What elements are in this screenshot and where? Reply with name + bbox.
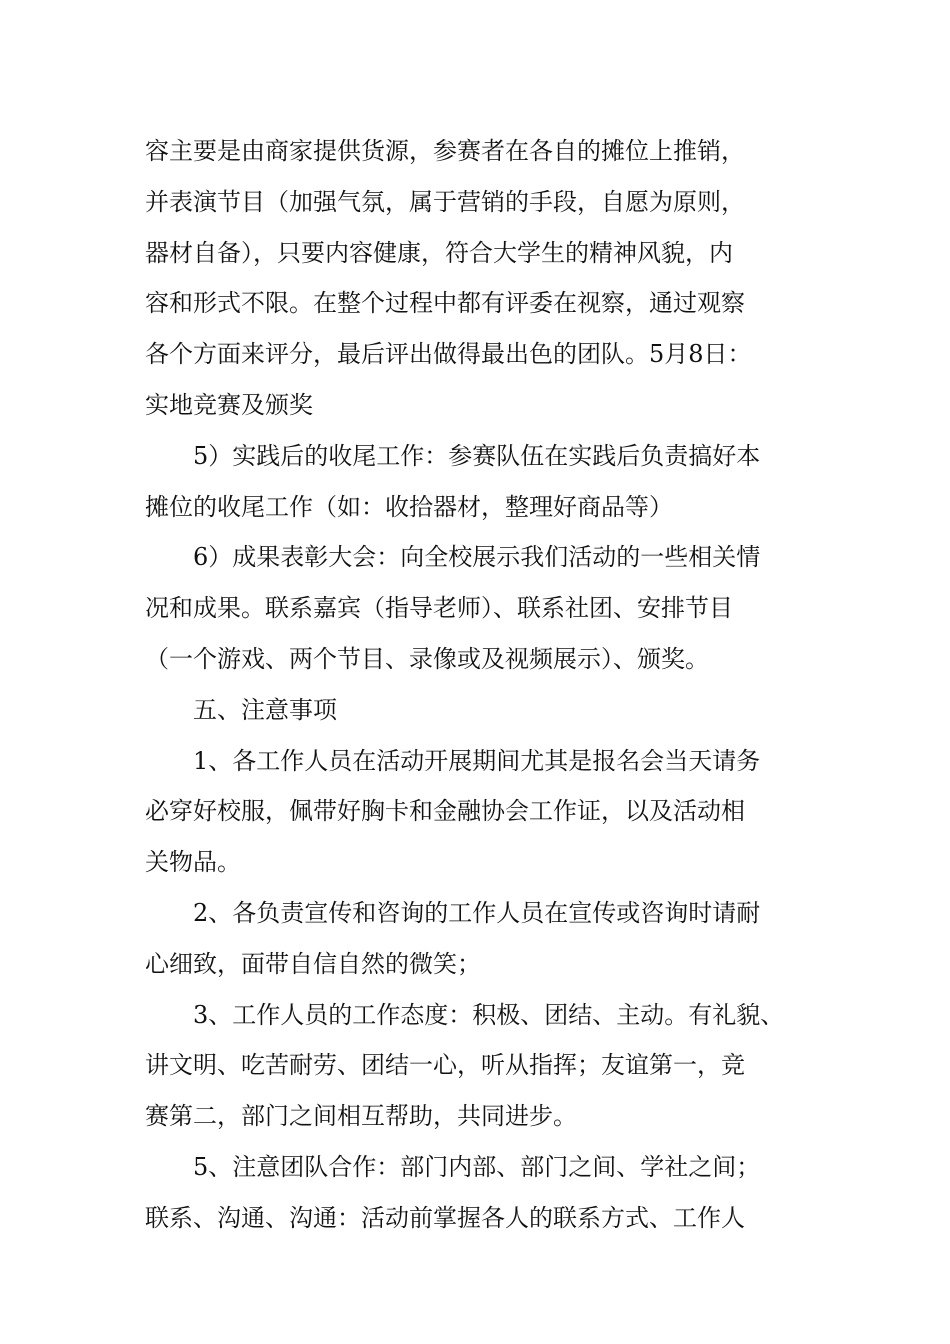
text-line: 2、各负责宣传和咨询的工作人员在宣传或咨询时请耐 [193,898,761,927]
text-line: 况和成果。联系嘉宾（指导老师）、联系社团、安排节目 [145,594,733,623]
text-line: 容主要是由商家提供货源，参赛者在各自的摊位上推销， [145,137,745,165]
text-line: 器材自备），只要内容健康，符合大学生的精神风貌，内 [145,238,733,267]
text-line: 实地竞赛及颁奖 [145,390,313,419]
text-line: 联系、沟通、沟通：活动前掌握各人的联系方式、工作人 [145,1203,745,1232]
text-line: 并表演节目（加强气氛，属于营销的手段，自愿为原则， [145,187,745,216]
body-text [145,126,845,1244]
text-line: 容和形式不限。在整个过程中都有评委在视察，通过观察 [145,289,745,318]
text-line: 3、工作人员的工作态度：积极、团结、主动。有礼貌、 [193,1000,785,1029]
text-line: 心细致，面带自信自然的微笑； [145,949,481,978]
text-line: 摊位的收尾工作（如：收拾器材，整理好商品等） [145,492,673,521]
text-line: 1、各工作人员在活动开展期间尤其是报名会当天请务 [193,746,761,775]
text-line: 5）实践后的收尾工作：参赛队伍在实践后负责搞好本 [193,441,761,470]
text-line: 五、注意事项 [193,695,337,724]
text-line: 必穿好校服，佩带好胸卡和金融协会工作证，以及活动相 [145,797,745,826]
text-line: 5、注意团队合作：部门内部、部门之间、学社之间； [193,1152,761,1181]
text-line: 各个方面来评分，最后评出做得最出色的团队。5月8日： [145,340,752,369]
text-line: 关物品。 [145,848,241,877]
text-line: （一个游戏、两个节目、录像或及视频展示）、颁奖。 [145,644,709,673]
text-line: 赛第二，部门之间相互帮助，共同进步。 [145,1102,577,1131]
text-line: 讲文明、吃苦耐劳、团结一心，听从指挥；友谊第一，竞 [145,1051,745,1080]
text-line: 6）成果表彰大会：向全校展示我们活动的一些相关情 [193,543,761,572]
